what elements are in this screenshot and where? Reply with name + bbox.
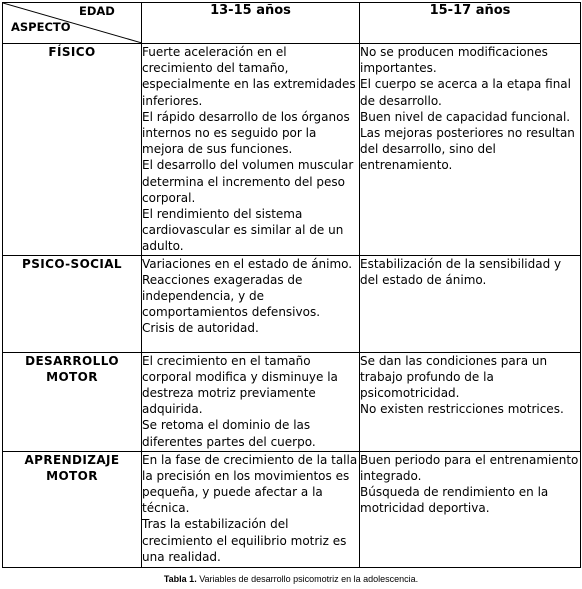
cell-line: Estabilización de la sensibilidad y del estado de ánimo. (360, 256, 562, 287)
content-cell-15-17 (360, 352, 581, 451)
variables-table (2, 2, 581, 568)
cell-line: Fuerte aceleración en el crecimiento del tamaño, especialmente en las extremidades inferiores. (142, 45, 356, 108)
cell-line: El crecimiento en el tamaño corporal modifica y disminuye la destreza motriz previamente adquirida. (142, 353, 338, 417)
table-caption (0, 574, 582, 584)
cell-line: El cuerpo se acerca a la etapa final de desarrollo. (360, 77, 571, 108)
aspect-label: APRENDIZAJE MOTOR (24, 452, 120, 483)
content-cell-15-17 (360, 44, 581, 256)
content-cell-13-15 (142, 352, 360, 451)
table-container (2, 2, 580, 568)
header-age-13-15: 13-15 años (142, 3, 360, 44)
cell-line: En la fase de crecimiento de la talla la precisión en los movimientos es pequeña, y puede afectar a la técnica. (142, 452, 358, 516)
aspect-cell: FÍSICO (3, 44, 142, 256)
content-cell-13-15 (142, 451, 360, 567)
cell-line: El rápido desarrollo de los órganos internos no es seguido por la mejora de sus funciones. (142, 109, 350, 157)
aspect-cell (3, 451, 142, 567)
content-cell-13-15 (142, 255, 360, 352)
cell-line: Reacciones exageradas de independencia, y de comportamientos defensivos. (142, 272, 321, 320)
content-cell-15-17 (360, 451, 581, 567)
header-aspecto: ASPECTO (11, 20, 71, 34)
cell-line: El rendimiento del sistema cardiovascular es similar al de un adulto. (142, 207, 344, 254)
table-row (3, 255, 581, 352)
content-cell-13-15 (142, 44, 360, 256)
aspect-cell (3, 352, 142, 451)
aspect-cell: PSICO-SOCIAL (3, 255, 142, 352)
cell-line: Crisis de autoridad. (142, 321, 259, 336)
caption-label: Tabla 1. (163, 574, 197, 584)
cell-line: Tras la estabilización del crecimiento el equilibrio motriz es una realidad. (142, 517, 347, 564)
aspect-label: DESARROLLO MOTOR (25, 353, 119, 384)
cell-line: Buen nivel de capacidad funcional. (360, 109, 571, 124)
header-corner-cell (3, 3, 142, 44)
cell-line: Variaciones en el estado de ánimo. (142, 256, 353, 271)
cell-line: Búsqueda de rendimiento en la motricidad deportiva. (360, 485, 549, 516)
cell-line: Se dan las condiciones para un trabajo profundo de la psicomotricidad. (360, 353, 548, 401)
cell-line: Se retoma el dominio de las diferentes partes del cuerpo. (142, 418, 316, 449)
cell-line: No existen restricciones motrices. (360, 402, 564, 417)
cell-line: El desarrollo del volumen muscular determina el incremento del peso corporal. (142, 158, 354, 205)
header-edad: EDAD (79, 4, 115, 18)
content-cell-15-17 (360, 255, 581, 352)
header-age-15-17: 15-17 años (360, 3, 581, 44)
cell-line: No se producen modificaciones importantes. (360, 45, 548, 76)
table-row (3, 352, 581, 451)
caption-text: Variables de desarrollo psicomotriz en la adolescencia. (196, 574, 419, 584)
cell-line: Buen periodo para el entrenamiento integrado. (360, 452, 579, 483)
header-row (3, 3, 581, 44)
cell-line: Las mejoras posteriores no resultan del desarrollo, sino del entrenamiento. (360, 126, 575, 173)
table-row (3, 451, 581, 567)
table-row (3, 44, 581, 256)
